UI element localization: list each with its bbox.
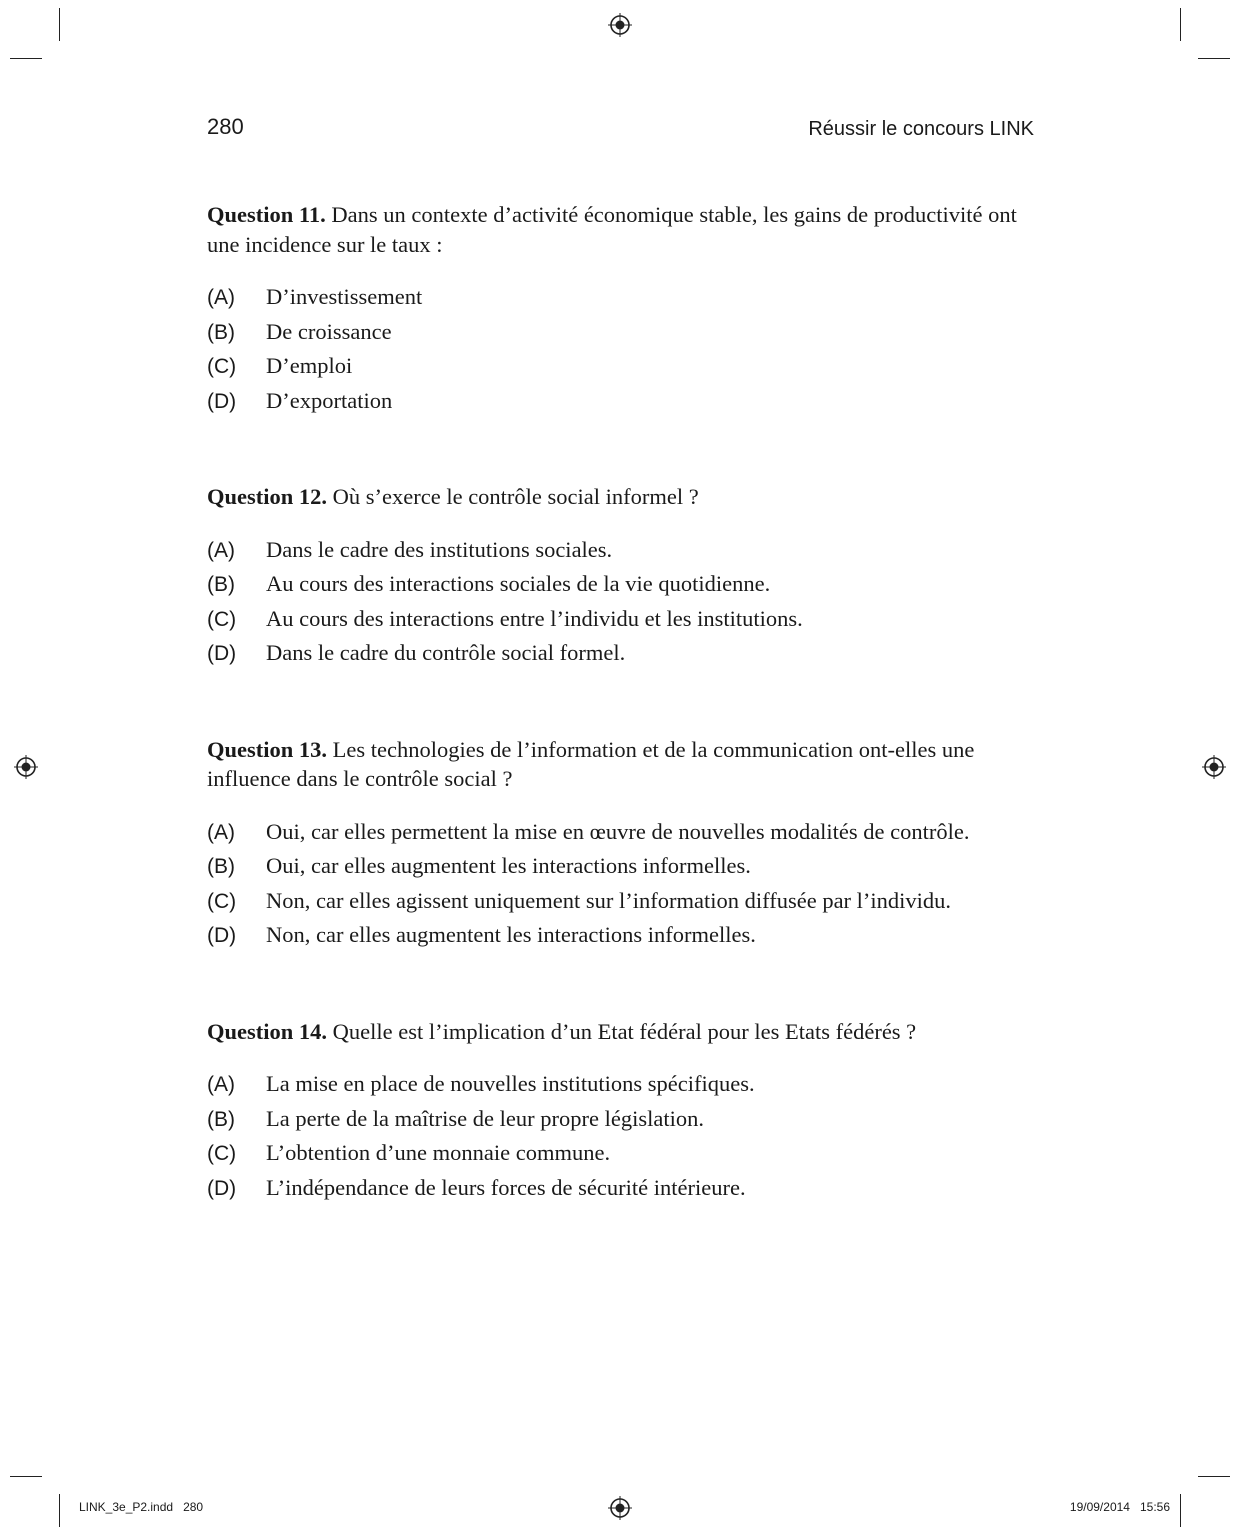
book-title: Réussir le concours LINK [808, 118, 1034, 140]
crop-mark [1180, 1494, 1181, 1527]
answer-text: Non, car elles augmentent les interactions informelles. [266, 922, 756, 947]
answer-list [207, 817, 1037, 955]
question-text [207, 200, 1037, 259]
answer-option [207, 282, 1037, 317]
answer-option [207, 1104, 1037, 1139]
answer-option [207, 569, 1037, 604]
question-body: Dans un contexte d’activité économique stable, les gains de productivité ont une incidence sur le taux : [207, 202, 1017, 257]
answer-letter: (A) [207, 286, 235, 309]
answer-text: L’obtention d’une monnaie commune. [266, 1140, 611, 1165]
question-label: Question 12. [207, 484, 328, 509]
answer-letter: (D) [207, 389, 237, 413]
answer-list [207, 1069, 1037, 1207]
answer-option [207, 604, 1037, 639]
answer-text: L’indépendance de leurs forces de sécurité intérieure. [266, 1174, 746, 1200]
answer-option [207, 1173, 1037, 1208]
answer-letter: (D) [207, 642, 237, 665]
answer-text: Non, car elles agissent uniquement sur l’information diffusée par l’individu. [266, 887, 952, 913]
answer-letter: (A) [207, 538, 235, 562]
answer-text: La perte de la maîtrise de leur propre législation. [266, 1105, 704, 1131]
answer-text: Oui, car elles augmentent les interactions informelles. [266, 853, 751, 878]
question-body: Quelle est l’implication d’un Etat fédéral pour les Etats fédérés ? [332, 1018, 917, 1044]
answer-letter: (A) [207, 1073, 235, 1096]
answer-text: Au cours des interactions sociales de la vie quotidienne. [266, 571, 771, 596]
registration-mark-icon [608, 1496, 632, 1520]
crop-mark [10, 1476, 42, 1477]
answer-text: La mise en place de nouvelles institutions spécifiques. [266, 1071, 755, 1096]
answer-letter: (D) [207, 924, 237, 947]
crop-mark [1180, 8, 1181, 41]
question-text [207, 1017, 1037, 1047]
question-label: Question 13. [207, 736, 328, 762]
answer-letter: (C) [207, 1142, 237, 1165]
question-label: Question 11. [207, 202, 326, 227]
answer-text: D’exportation [266, 387, 393, 413]
answer-list [207, 282, 1037, 420]
answer-option [207, 386, 1037, 421]
answer-option [207, 886, 1037, 921]
answer-option [207, 851, 1037, 886]
answer-text: D’emploi [266, 353, 353, 378]
answer-letter: (C) [207, 355, 237, 378]
answer-text: De croissance [266, 318, 392, 344]
answer-text: Dans le cadre des institutions sociales. [266, 536, 613, 562]
question-14 [207, 1017, 1037, 1208]
question-11 [207, 200, 1037, 420]
crop-mark [10, 58, 42, 59]
question-label: Question 14. [207, 1018, 328, 1044]
answer-letter: (C) [207, 889, 237, 913]
registration-mark-icon [1202, 755, 1226, 779]
slug-file-info: LINK_3e_P2.indd 280 [79, 1500, 204, 1514]
answer-option [207, 920, 1037, 955]
answer-letter: (B) [207, 855, 235, 878]
question-13 [207, 735, 1037, 955]
answer-letter: (B) [207, 1107, 235, 1131]
answer-option [207, 1138, 1037, 1173]
answer-option [207, 817, 1037, 852]
answer-text: D’investissement [266, 284, 423, 309]
question-12 [207, 482, 1037, 673]
question-text [207, 735, 1037, 794]
crop-mark [59, 1494, 60, 1527]
answer-letter: (A) [207, 820, 235, 844]
answer-option [207, 317, 1037, 352]
page-number: 280 [207, 114, 244, 139]
question-body: Où s’exerce le contrôle social informel ? [332, 484, 699, 509]
answer-letter: (B) [207, 320, 235, 344]
answer-letter: (D) [207, 1176, 237, 1200]
question-body: Les technologies de l’information et de la communication ont-elles une influence dans le contrôle social ? [207, 736, 975, 791]
answer-text: Dans le cadre du contrôle social formel. [266, 640, 626, 665]
answer-option [207, 351, 1037, 386]
crop-mark [1198, 58, 1230, 59]
slug-datetime: 19/09/2014 15:56 [1069, 1500, 1170, 1514]
registration-mark-icon [608, 13, 632, 37]
question-text [207, 482, 1037, 512]
question-list [207, 200, 1037, 1269]
answer-option [207, 535, 1037, 570]
answer-option [207, 1069, 1037, 1104]
answer-text: Oui, car elles permettent la mise en œuvre de nouvelles modalités de contrôle. [266, 818, 970, 844]
answer-list [207, 535, 1037, 673]
registration-mark-icon [14, 755, 38, 779]
answer-letter: (C) [207, 607, 237, 631]
crop-mark [59, 8, 60, 41]
answer-option [207, 638, 1037, 673]
answer-text: Au cours des interactions entre l’individu et les institutions. [266, 605, 803, 631]
answer-letter: (B) [207, 573, 235, 596]
crop-mark [1198, 1476, 1230, 1477]
